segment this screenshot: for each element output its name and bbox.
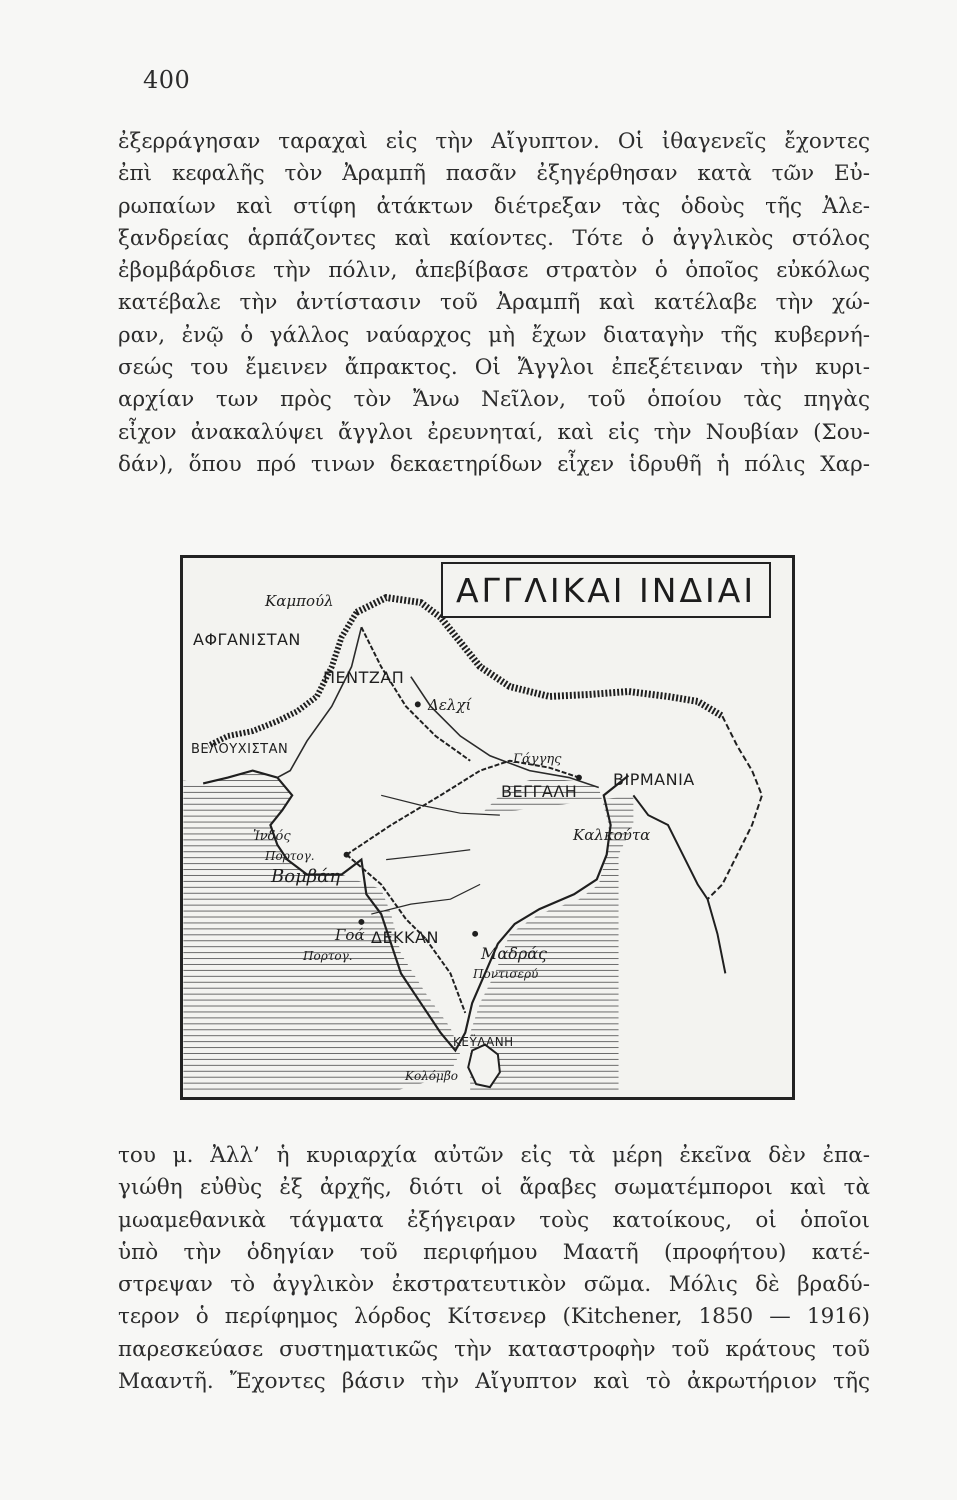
text-line: ραν, ἐνῷ ὁ γάλλος ναύαρχος μὴ ἔχων διαταγὴν τῆς κυβερνή- [118,322,870,348]
map-label-vengali: ΒΕΓΓΑΛΗ [501,782,578,801]
text-line: εἶχον ἀνακαλύψει ἄγγλοι ἐρευνηταί, καὶ εἰς τὴν Νουβίαν (Σου- [118,419,870,445]
text-line: μωαμεθανικὰ τάγματα ἐξήγειραν τοὺς κατοίκους, οἱ ὁποῖοι [118,1207,870,1233]
text-line: ἐβομβάρδισε τὴν πόλιν, ἀπεβίβασε στρατὸν ὁ ὁποῖος εὐκόλως [118,258,870,284]
map-label-kalkouta: Καλκούτα [573,826,651,844]
text-line: παρεσκεύασε συστηματικῶς τὴν καταστροφὴν τοῦ κράτους τοῦ [118,1336,870,1362]
map-label-madras: Μαδράς [481,944,547,963]
map-label-pontisheri: Ποντισερύ [473,967,539,981]
map-label-keylani: ΚΕΫΛΑΝΗ [453,1035,514,1049]
bottom-paragraph [118,1140,870,1398]
map-label-vomvai: Βομβάη [271,866,341,887]
text-line: ἐξερράγησαν ταραχαὶ εἰς τὴν Αἴγυπτον. Οἱ ἰθαγενεῖς ἔχοντες [118,129,870,154]
map-label-delhi: Δελχί [428,696,472,714]
river [381,795,500,815]
text-line: ρωπαίων καὶ στίφη ἀτάκτων διέτρεξαν τὰς ὁδοὺς τῆς Ἀλε- [118,193,870,219]
railway [361,627,470,761]
text-line: κατέβαλε τὴν ἀντίστασιν τοῦ Ἀραμπῆ καὶ κατέλαβε τὴν χώ- [118,290,870,316]
indus-river [277,627,361,777]
text-line: δάν), ὅπου πρό τινων δεκαετηρίδων εἶχεν ἱδρυθῆ ἡ πόλις Χαρ- [118,451,870,477]
map-label-pentzap: ΠΕΝΤΖΑΠ [323,668,405,687]
eastern-border [708,716,762,899]
map-label-ganges: Γάγγης [513,752,562,767]
page-number: 400 [143,66,191,94]
text-line: σεώς του ἔμεινεν ἄπρακτος. Οἱ Ἄγγλοι ἐπεξέτειναν τὴν κυρι- [118,355,870,381]
city-dot [344,852,350,858]
map-label-portog2: Πορτογ. [303,949,353,963]
map-title: ΑΓΓΛΙΚΑΙ ΙΝΔΙΑΙ [441,562,771,618]
map-label-indos: Ἰνδός [253,829,291,844]
text-line: ἐπὶ κεφαλῆς τὸν Ἀραμπῆ πασᾶν ἐξηγέρθησαν κατὰ τῶν Εὐ- [118,161,870,187]
text-line: Μααντῆ. Ἔχοντες βάσιν τὴν Αἴγυπτον καὶ τὸ ἀκρωτήριον τῆς [118,1369,870,1395]
map-label-virmania: ΒΙΡΜΑΝΙΑ [613,770,695,789]
map-label-dekkan: ΔΕΚΚΑΝ [371,928,439,947]
railway [347,761,579,855]
india-map [180,555,795,1100]
text-line: ξανδρείας ἁρπάζοντες καὶ καίοντες. Τότε ὁ ἀγγλικὸς στόλος [118,225,870,251]
city-dot [472,931,478,937]
river [386,850,470,860]
map-label-belouchistan: ΒΕΛΟΥΧΙΣΤΑΝ [191,742,289,757]
text-line: τερον ὁ περίφημος λόρδος Κίτσενερ (Kitchener, 1850 — 1916) [118,1304,870,1330]
city-dot [576,775,582,781]
text-line: γιώθη εὐθὺς ἐξ ἀρχῆς, διότι οἱ ἄραβες σωματέμποροι καὶ τὰ [118,1175,870,1201]
map-label-kolombo: Κολόμβο [405,1069,458,1083]
text-line: στρεψαν τὸ ἀγγλικὸν ἐκστρατευτικὸν σῶμα. Μόλις δὲ βραδύ- [118,1272,870,1298]
burma-coast [633,795,725,973]
map-label-afghanistan: ΑΦΓΑΝΙΣΤΑΝ [193,630,301,649]
map-label-portog: Πορτογ. [265,849,315,863]
text-line: ὑπὸ τὴν ὁδηγίαν τοῦ περιφήμου Μαατῆ (προφήτου) κατέ- [118,1239,870,1265]
top-paragraph [118,126,870,481]
text-line: του μ. Ἀλλ’ ἡ κυριαρχία αὐτῶν εἰς τὰ μέρη ἐκεῖνα δὲν ἐπα- [118,1143,870,1168]
text-line: αρχίαν των πρὸς τὸν Ἄνω Νεῖλον, τοῦ ὁποίου τὰς πηγὰς [118,387,870,413]
map-label-kampoul: Καμπούλ [265,592,334,610]
city-dot [358,919,364,925]
city-dot [415,701,421,707]
river [371,884,480,914]
map-label-goa: Γοά [335,926,365,944]
